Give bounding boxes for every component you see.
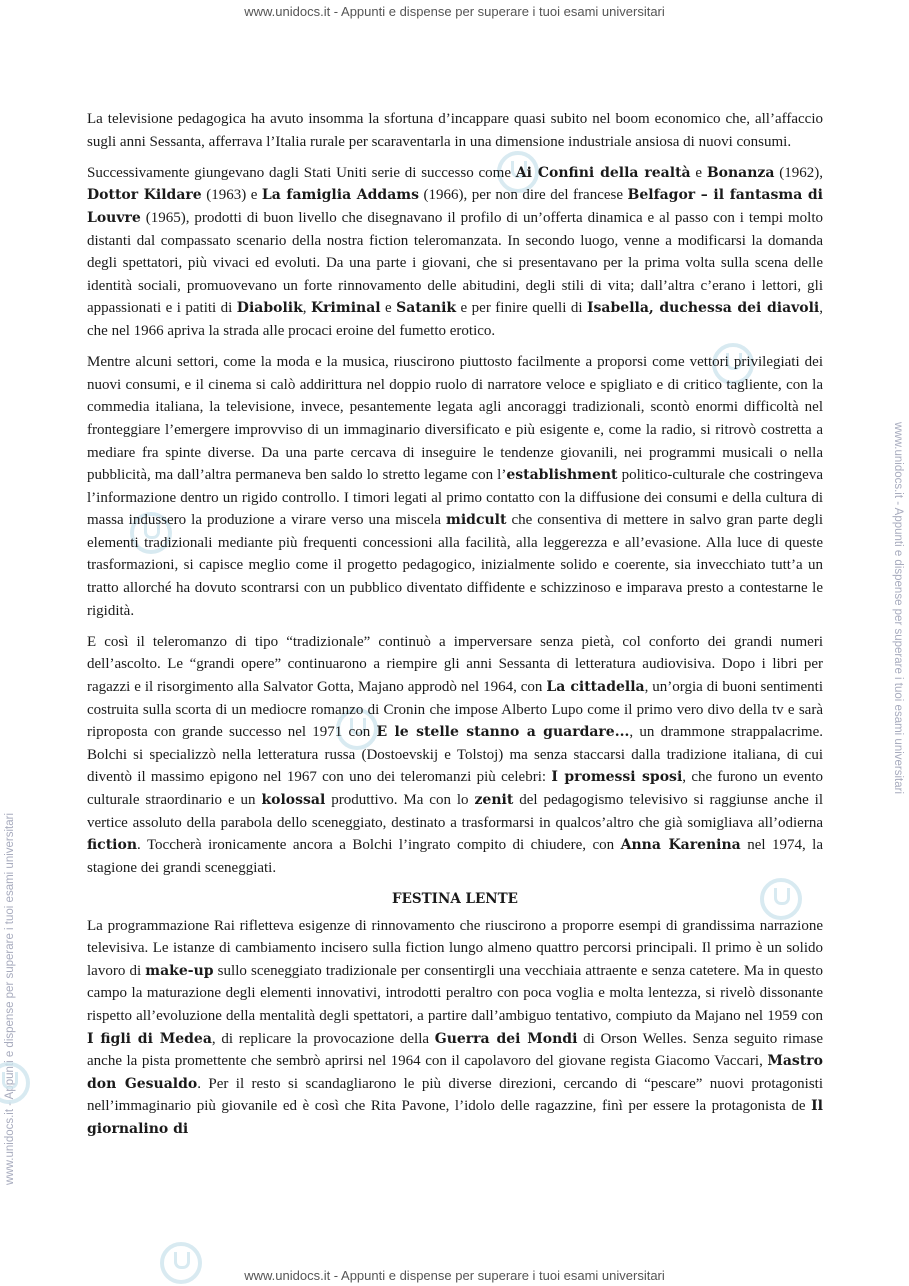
bold-title: fiction [87, 837, 138, 854]
paragraph: Mentre alcuni settori, come la moda e la musica, riuscirono piuttosto facilmente a proporsi come vettori privilegiati dei nuovi consumi, e il cinema si calò addirittura nel doppio ruolo di narratore veloce e spigliato e di critico tagliente, con la commedia italiana, la televisione, invece, pesantemente legata agli ancoraggi tradizionali, scontò enormi difficoltà nel fronteggiare l’emergere improvviso di un immaginario diversificato e più esigente e, come la radio, si ritrovò costretta a mediare fra spinte diverse. Da una parte cercava di inseguire le tendenze giovanili, nei programmi musicali o nella pubblicità, ma dall’altra permaneva ben saldo lo stretto legame con l’establishment politico-culturale che costringeva l’informazione dentro un rigido controllo. I timori legati al primo contatto con la diffusione dei consumi e della cultura di massa indussero la produzione a virare verso una miscela midcult che consentiva di mettere in salvo gran parte degli elementi tradizionali mediante più frequenti concessioni alla facilità, alla leggerezza e all’evasione. Alla luce di queste trasformazioni, si capisce meglio come il progetto pedagogico, inizialmente solido e coerente, sia invecchiato tutt’a un tratto allorché ha dovuto scontrarsi con un pubblico diventato diffidente e schizzinoso e imparava presto a contestarne le rigidità. [87, 354, 824, 619]
bold-title: establishment [506, 467, 618, 484]
bold-title: Anna Karenina [620, 837, 741, 854]
bold-title: La famiglia Addams [261, 187, 419, 204]
bold-title: Guerra dei Mondi [434, 1030, 578, 1047]
bold-title: kolossal [261, 792, 326, 808]
paragraph: La televisione pedagogica ha avuto insomma la sfortuna d’incappare quasi subito nel boom economico che, all’affaccio sugli anni Sessanta, afferrava l’Italia rurale per scaraventarla in una dimensione industriale ansiosa di nuovi consumi. [87, 111, 823, 150]
section-heading: FESTINA LENTE [392, 890, 518, 907]
side-watermark-left: www.unidocs.it - Appunti e dispense per superare i tuoi esami universitari [4, 812, 16, 1185]
bold-title: Il giornalino di [87, 1098, 823, 1137]
bold-title: Ai Confini della realtà [515, 164, 691, 181]
bold-title: E le stelle stanno a guardare... [376, 724, 630, 741]
bold-title: Dottor Kildare [87, 187, 202, 204]
bold-title: Diabolik [236, 300, 303, 317]
paragraph: Successivamente giungevano dagli Stati Uniti serie di successo come Ai Confini della realtà e Bonanza (1962), Dottor Kildare (1963) e La famiglia Addams (1966), per non dire del francese Belfagor – il fantasma di Louvre (1965), prodotti di buon livello che disegnavano il profilo di un’offerta dinamica e al passo con i tempi molto distanti dal compassato scenario della nostra fiction teleromanzata. In secondo luogo, venne a modificarsi la domanda degli spettatori, più vivaci ed evoluti. Da una parte i giovani, che si presentavano per la prima volta sulla scena delle identità sociali, promuovevano un forte rinnovamento delle abitudini, degli stili di vita; dall’altra c’erano i lettori, gli appassionati e i patiti di Diabolik, Kriminal e Satanik e per finire quelli di Isabella, duchessa dei diavoli, che nel 1966 apriva la strada alle procaci eroine del fumetto erotico. [87, 164, 824, 339]
bold-title: make-up [145, 962, 214, 979]
side-watermark-right: www.unidocs.it - Appunti e dispense per superare i tuoi esami universitari [892, 422, 904, 795]
bold-title: I figli di Medea [87, 1030, 212, 1047]
header-banner: www.unidocs.it - Appunti e dispense per superare i tuoi esami universitari [244, 4, 665, 19]
bold-title: I promessi sposi [551, 769, 683, 786]
bold-title: La cittadella [546, 679, 645, 696]
footer-banner: www.unidocs.it - Appunti e dispense per superare i tuoi esami universitari [244, 1268, 665, 1283]
bold-title: Bonanza [706, 164, 775, 181]
bold-title: zenit [474, 792, 514, 808]
unidocs-logo-icon [0, 1062, 30, 1104]
bold-title: midcult [446, 512, 507, 529]
bold-title: Belfagor – il fantasma di Louvre [87, 187, 824, 226]
bold-title: Satanik [396, 300, 457, 317]
bold-title: Mastro don Gesualdo [87, 1053, 823, 1092]
bold-title: Kriminal [311, 300, 381, 317]
paragraph: La programmazione Rai rifletteva esigenze di rinnovamento che riuscirono a proporre esempi di grandissima narrazione televisiva. Le istanze di cambiamento incisero sulla fiction lungo almeno quattro percorsi principali. Il primo è un solido lavoro di make-up sullo sceneggiato tradizionale per consentirgli una vecchiaia attraente e senza catetere. Ma in questo campo la maturazione degli elementi innovativi, introdotti peraltro con poca voglia e molta lentezza, si rivelò dissonante rispetto all’evoluzione della mentalità degli spettatori, a partire dall’ambiguo tentativo, compiuto da Majano nel 1959 con I figli di Medea, di replicare la provocazione della Guerra dei Mondi di Orson Welles. Senza seguito rimase anche la pista promettente che sembrò aprirsi nel 1964 con il capolavoro del giovane regista Giacomo Vaccari, Mastro don Gesualdo. Per il resto si scandagliarono le più diverse direzioni, cercando di “pescare” nuovi protagonisti nell’immaginario più giovanile ed è così che Rita Pavone, l’idolo delle ragazzine, finì per essere la protagonista de Il giornalino di [87, 917, 824, 1137]
document-body [87, 108, 823, 1149]
bold-title: Isabella, duchessa dei diavoli [587, 300, 820, 317]
paragraph: E così il teleromanzo di tipo “tradizionale” continuò a imperversare senza pietà, col conforto dei grandi numeri dell’ascolto. Le “grandi opere” continuarono a riempire gli anni Sessanta di letteratura audiovisiva. Dopo i libri per ragazzi e il risorgimento alla Salvator Gotta, Majano approdò nel 1964, con La cittadella, un’orgia di buoni sentimenti costruita sulla scorta di un mediocre romanzo di Cronin che impose Alberto Lupo come il primo vero divo della tv e sarà riproposta con grande successo nel 1971 con E le stelle stanno a guardare..., un drammone strappalacrime. Bolchi si specializzò nella letteratura russa (Dostoevskij e Tolstoj) ma senza staccarsi dalla tradizione italiana, di cui diventò il massimo epigono nel 1967 con uno dei teleromanzi più celebri: I promessi sposi, che furono un evento culturale straordinario e un kolossal produttivo. Ma con lo zenit del pedagogismo televisivo si raggiunse anche il vertice assoluto della parabola dello sceneggiato, destinato a trasformarsi in qualcos’altro che già somigliava all’odierna fiction. Toccherà ironicamente ancora a Bolchi l’ingrato compito di chiudere, con Anna Karenina nel 1974, la stagione dei grandi sceneggiati. [87, 633, 824, 876]
